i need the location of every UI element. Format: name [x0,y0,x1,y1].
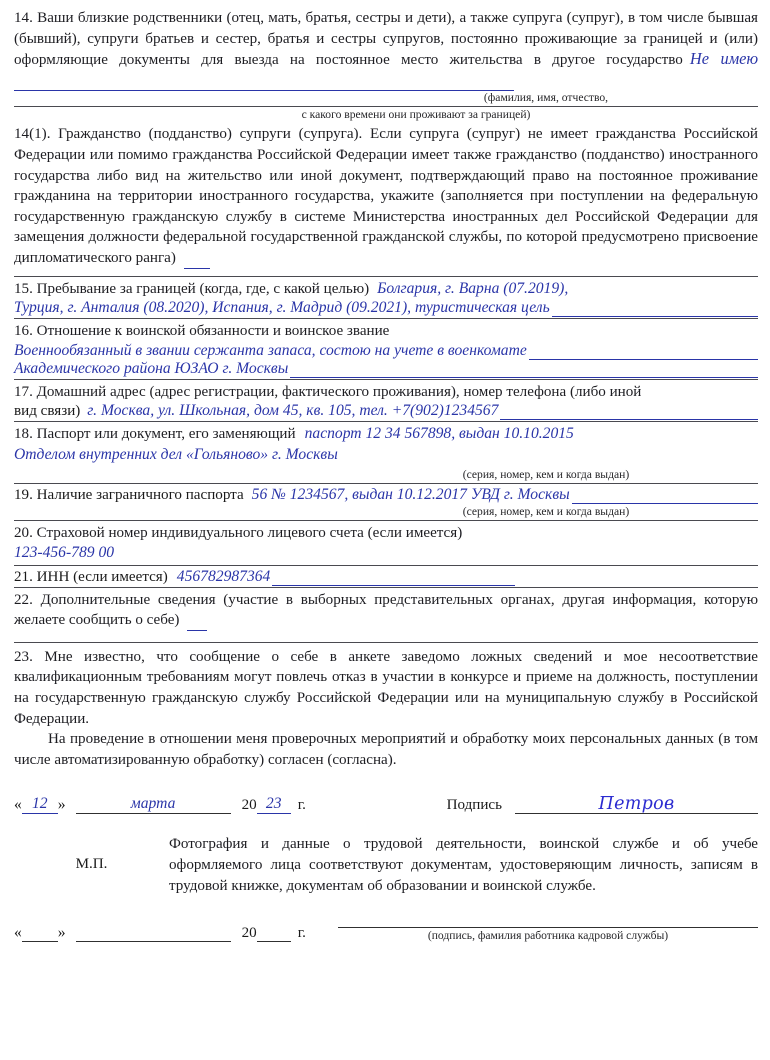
question-16-answer-line-2[interactable]: Академического района ЮЗАО г. Москвы [14,359,289,377]
question-14-caption-1: (фамилия, имя, отчество, [483,91,609,105]
question-14-caption-2: с какого времени они проживают за границей) [301,108,531,122]
question-15-line-2-row [14,299,758,317]
question-14-label: 14. Ваши близкие родственники (отец, мать, братья, сестры и дети), а также супруга (супруг), в том числе бывшая (бывший), супруги братьев и сестер, братья и сестры супругов, постоянно проживающие за границей и (или) оформляющие документы для выезда на постоянное место жительства в другое государство [14,10,758,69]
date-quote-open: « [14,796,22,814]
stamp-confirmation-text: Фотография и данные о трудовой деятельности, воинской службе и об учебе оформляемого лица соответствуют документам, удостоверяющим личность, записям в трудовой книжке, документам об образовании и воинской службе. [169,836,758,894]
footer-year-field[interactable] [257,941,291,942]
footer-day-field[interactable] [22,941,58,942]
signature-label: Подпись [446,797,502,814]
question-14-answer[interactable]: Не имею [689,49,759,69]
question-17-rule[interactable] [500,419,758,420]
question-15-rule[interactable] [552,316,758,317]
question-16-rule-1[interactable] [529,359,758,360]
question-18-caption: (серия, номер, кем и когда выдан) [462,467,630,481]
question-15-label: 15. Пребывание за границей (когда, где, с какой целью) [14,280,370,297]
question-17-label-line-2: вид связи) [14,403,81,420]
question-15-line-1 [14,279,758,300]
date-signature-row [14,793,758,814]
question-17-label-line-1: 17. Домашний адрес (адрес регистрации, фактического проживания), номер телефона (либо иной [14,383,642,400]
question-20-label: 20. Страховой номер индивидуального лицевого счета (если имеется) [14,524,463,541]
signature-value: Петров [598,794,675,815]
question-17-block [14,380,758,422]
question-22-block [14,588,758,632]
footer-quote-open: « [14,924,22,942]
question-21-answer-row [14,568,758,586]
question-14-1-text [14,124,758,268]
question-14-text [14,8,758,91]
question-20-block [14,521,758,565]
question-23-paragraph-2: На проведение в отношении меня проверочных мероприятий и обработку моих персональных данных (в том числе автоматизированную обработку) согласен (согласна). [14,731,758,768]
question-16-block [14,319,758,379]
question-17-answer[interactable]: г. Москва, ул. Школьная, дом 45, кв. 105, тел. +7(902)1234567 [87,402,499,420]
question-14-1-block [14,122,758,269]
question-19-label: 19. Наличие заграничного паспорта [14,486,244,503]
date-day-field[interactable]: 12 [22,795,58,814]
footer-month-field[interactable] [76,941,231,942]
question-22-answer-blank[interactable] [187,617,207,631]
question-15-answer-line-1[interactable]: Болгария, г. Варна (07.2019), [377,279,569,297]
question-20-answer[interactable]: 123-456-789 00 [14,544,115,562]
question-21-answer[interactable]: 456782987364 [176,567,271,585]
question-18-line-2 [14,445,758,466]
question-14-block [14,6,758,106]
signature-field[interactable] [515,793,758,814]
question-14-rule[interactable] [14,90,514,91]
hr-officer-signature-wrap [338,927,758,942]
question-16-rule-2[interactable] [290,377,758,378]
question-14-1-label: 14(1). Гражданство (подданство) супруги (супруга). Если супруга (супруг) не имеет гражданства Российской Федерации или помимо гражданства Российской Федерации имеет также гражданство (подданство) иностранного государства либо вид на жительство или иной документ, подтверждающий право на постоянное проживание гражданина на территории иностранного государства, укажите (заполняется при поступлении на федеральную государственную гражданскую службу в системе Министерства иностранных дел Российской Федерации для замещения должности федеральной государственной гражданской службы, по которой предусмотрено присвоение дипломатического ранга) [14,126,758,266]
hr-officer-caption: (подпись, фамилия работника кадровой службы) [427,929,669,943]
question-15-answer-line-2[interactable]: Турция, г. Анталия (08.2020), Испания, г. Мадрид (09.2021), туристическая цель [14,299,550,317]
question-18-line-1 [14,424,758,445]
stamp-place-label: М.П. [75,856,108,873]
question-21-rule[interactable] [272,585,515,586]
footer-year-suffix: г. [297,925,306,942]
date-quote-close: » [57,796,66,814]
date-year-prefix: 20 [241,797,257,814]
question-14-1-answer-blank[interactable] [184,255,210,269]
question-16-line-2-row [14,360,758,378]
date-month-field[interactable]: марта [76,795,231,814]
stamp-confirmation-block [14,834,758,896]
question-16-answer-line-1[interactable]: Военнообязанный в звании сержанта запаса, состою на учете в военкомате [14,341,527,359]
date-year-field[interactable]: 23 [257,795,291,814]
question-18-block [14,422,758,482]
question-19-answer[interactable]: 56 № 1234567, выдан 10.12.2017 УВД г. Москвы [251,485,570,503]
question-19-answer-row [14,486,758,504]
question-19-caption: (серия, номер, кем и когда выдан) [462,504,630,518]
question-16-line-1-row [14,342,758,360]
question-23-paragraph-1: 23. Мне известно, что сообщение о себе в анкете заведомо ложных сведений и мое несоответствие квалификационным требованиям могут повлечь отказ в участии в конкурсе и приеме на должность, поступлении на государственную гражданскую службу Российской Федерации или на муниципальную службу в Российской Федерации. [14,648,758,727]
question-19-block [14,484,758,520]
footer-year-prefix: 20 [241,925,257,942]
question-20-answer-line [14,543,758,564]
question-19-rule[interactable] [572,503,758,504]
question-22-label: 22. Дополнительные сведения (участие в выборных представительных органах, другая информация, которую желаете сообщить о себе) [14,591,758,629]
hr-officer-row [14,924,758,942]
date-year-suffix: г. [297,797,306,814]
question-18-answer-line-2[interactable]: Отделом внутренних дел «Гольяново» г. Москвы [14,445,338,463]
question-17-answer-row [14,402,758,420]
question-18-answer-line-1[interactable]: паспорт 12 34 567898, выдан 10.10.2015 [304,425,574,443]
question-15-block [14,277,758,319]
question-18-label: 18. Паспорт или документ, его заменяющий [14,426,296,443]
footer-quote-close: » [57,924,66,942]
question-22-text [14,590,758,631]
question-23-block [14,643,758,772]
question-21-block [14,566,758,587]
question-16-label: 16. Отношение к воинской обязанности и воинское звание [14,323,390,340]
question-21-label: 21. ИНН (если имеется) [14,568,168,585]
